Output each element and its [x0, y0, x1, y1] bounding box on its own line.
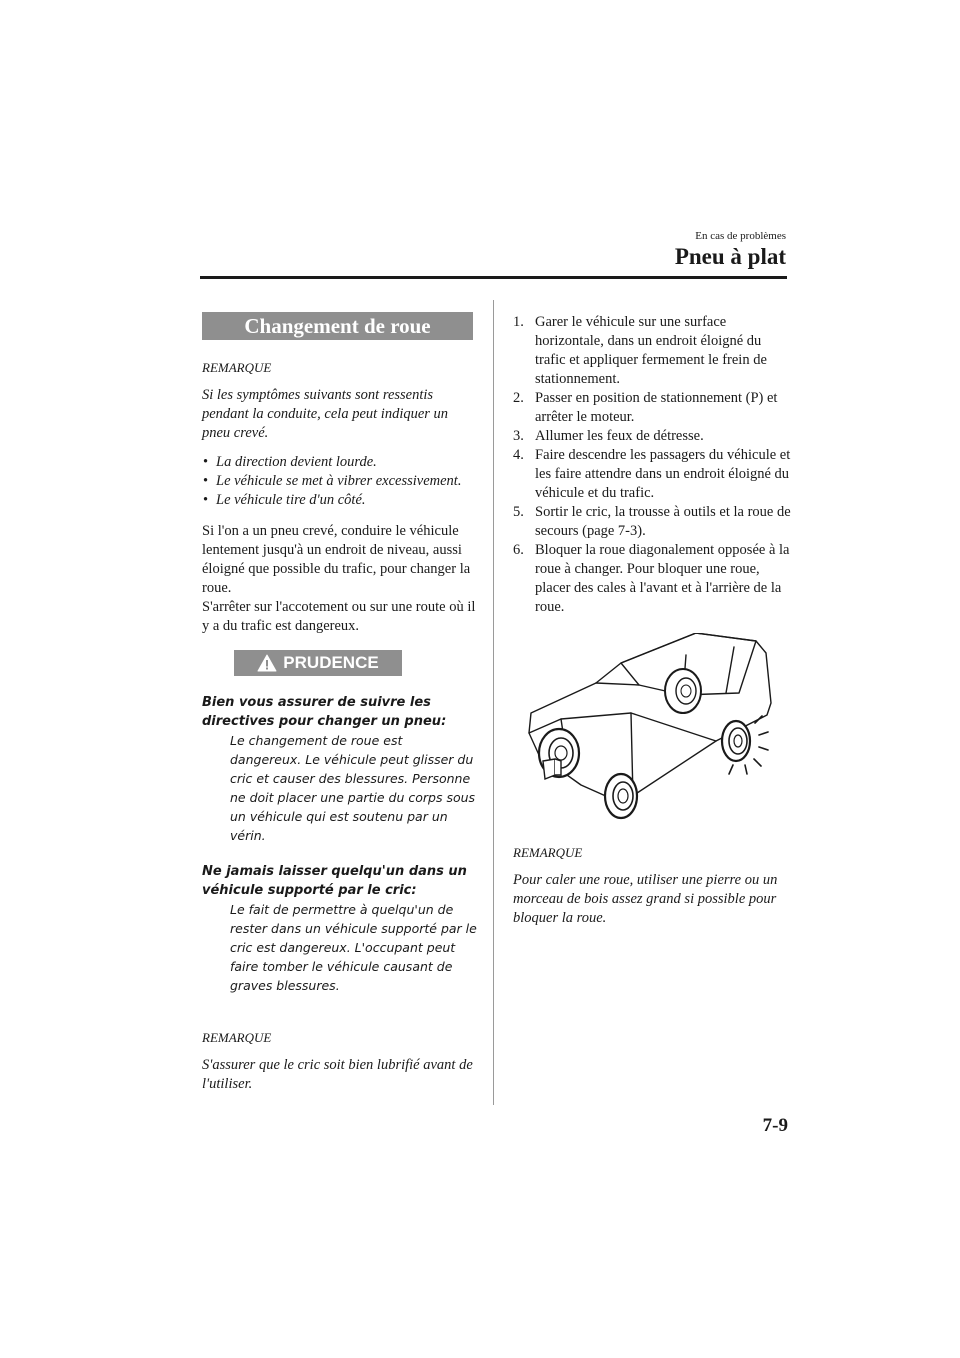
list-item: • Le véhicule se met à vibrer excessivement. — [203, 473, 462, 489]
chocked-front-wheel-icon — [539, 729, 579, 779]
list-item: 6. Bloquer la roue diagonalement opposée à la roue à changer. Pour bloquer une roue, placer des cales à l'avant et à l'arrière de la roue. — [513, 542, 790, 615]
left-column — [202, 312, 477, 1104]
front-wheel-icon — [605, 774, 637, 818]
body-paragraph: Si l'on a un pneu crevé, conduire le véhicule lentement jusqu'à un endroit de niveau, aussi éloigné que possible du trafic, pour changer la roue. S'arrêter sur l'accotement ou sur une route où il y a du trafic est dangereux. — [202, 523, 476, 634]
section-heading: Changement de roue — [202, 312, 473, 340]
note-label: REMARQUE — [202, 1030, 272, 1045]
caution-banner — [234, 650, 402, 676]
symptom-list — [202, 453, 477, 510]
note-text: Si les symptômes suivants sont ressentis pendant la conduite, cela peut indiquer un pneu crevé. — [202, 387, 449, 441]
note-label: REMARQUE — [202, 360, 272, 375]
warning-triangle-icon — [257, 654, 277, 672]
list-item: 4. Faire descendre les passagers du véhicule et les faire attendre dans un endroit éloigné du véhicule et du trafic. — [513, 447, 791, 501]
procedure-steps — [513, 313, 791, 617]
header-rule — [200, 276, 787, 279]
column-divider — [493, 300, 494, 1105]
right-column — [513, 313, 791, 938]
list-item: 2. Passer en position de stationnement (P) et arrêter le moteur. — [513, 390, 778, 425]
warning-text: Le changement de roue est dangereux. Le véhicule peut glisser du cric et causer des blessures. Personne ne doit placer une partie du corps sous un véhicule qui est soutenu par un vérin. — [230, 733, 476, 843]
page-number: 7-9 — [762, 1115, 788, 1136]
caution-label: PRUDENCE — [283, 653, 379, 672]
list-item: 1. Garer le véhicule sur une surface horizontale, dans un endroit éloigné du trafic et appliquer fermement le frein de stationnement. — [513, 314, 767, 387]
car-wheel-chock-illustration — [521, 633, 781, 823]
bullet-icon: • — [203, 454, 209, 470]
list-item: 5. Sortir le cric, la trousse à outils et la roue de secours (page 7-3). — [513, 504, 791, 539]
header-section-label: En cas de problèmes — [695, 230, 786, 242]
bullet-icon: • — [203, 473, 209, 489]
list-item: • La direction devient lourde. — [203, 454, 377, 470]
warning-heading: Bien vous assurer de suivre les directives pour changer un pneu: — [202, 695, 447, 729]
warning-text: Le fait de permettre à quelqu'un de rester dans un véhicule supporté par le cric est dangereux. L'occupant peut faire tomber le véhicule causant de graves blessures. — [230, 902, 477, 993]
bullet-icon: • — [203, 492, 209, 508]
list-item: 3. Allumer les feux de détresse. — [513, 428, 704, 444]
note-text: S'assurer que le cric soit bien lubrifié avant de l'utiliser. — [202, 1057, 473, 1092]
flat-rear-wheel-icon — [722, 716, 768, 774]
list-item: • Le véhicule tire d'un côté. — [203, 492, 366, 508]
note-text: Pour caler une roue, utiliser une pierre ou un morceau de bois assez grand si possible pour bloquer la roue. — [513, 872, 778, 926]
note-label: REMARQUE — [513, 845, 583, 860]
warning-heading: Ne jamais laisser quelqu'un dans un véhicule supporté par le cric: — [202, 864, 467, 898]
header-title: Pneu à plat — [674, 244, 786, 269]
spare-wheel-icon — [665, 669, 701, 713]
